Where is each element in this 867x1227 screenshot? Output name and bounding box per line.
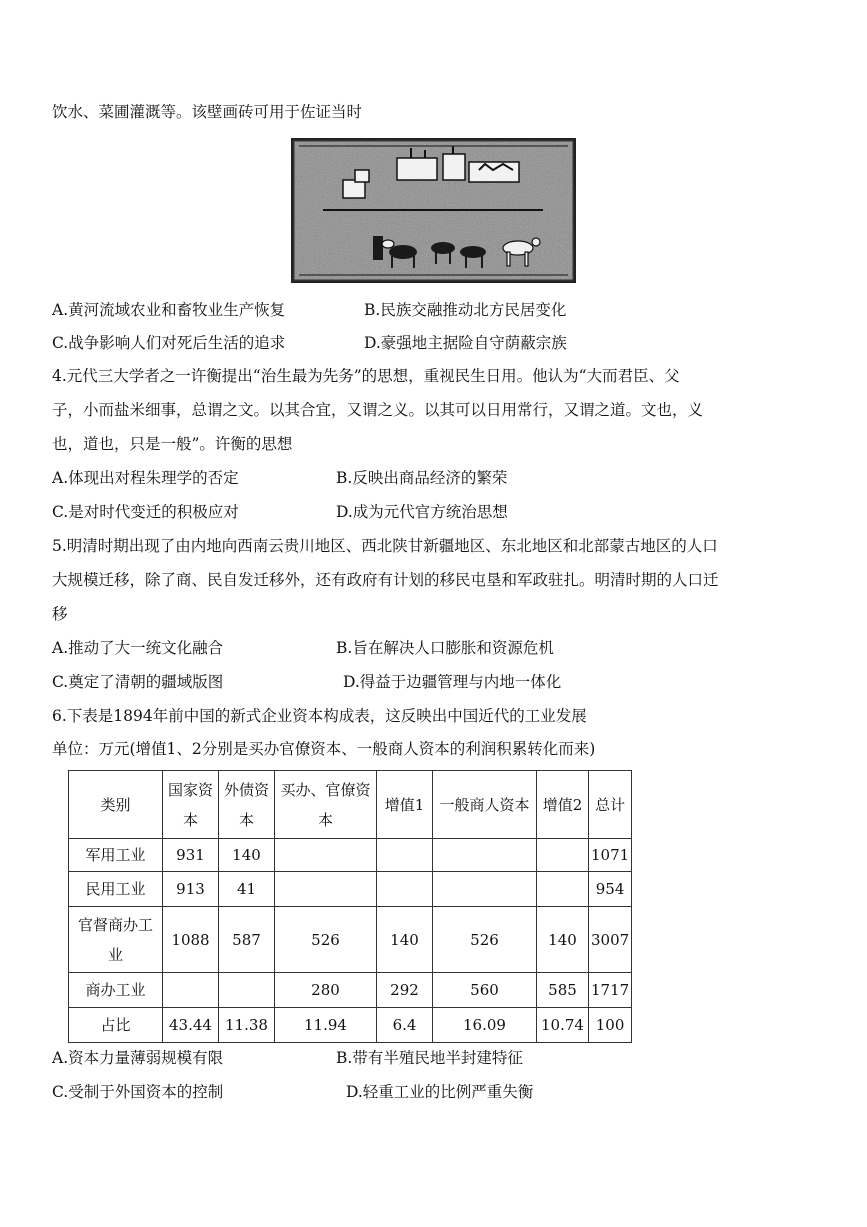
q4-stem-line-3: 也，道也，只是一般”。许衡的思想	[52, 435, 293, 453]
table-header-cell: 国家资本	[163, 771, 219, 839]
table-row	[69, 1008, 632, 1043]
table-cell: 292	[377, 973, 433, 1008]
table-cell: 931	[163, 839, 219, 872]
q4-option-d[interactable]: D.成为元代官方统治思想	[336, 503, 508, 521]
intro-line: 饮水、菜圃灌溉等。该壁画砖可用于佐证当时	[52, 103, 363, 121]
table-cell	[377, 839, 433, 872]
table-cell	[275, 872, 377, 907]
q6-unit-note: 单位：万元(增值1、2分别是买办官僚资本、一般商人资本的利润积累转化而来)	[52, 740, 596, 758]
table-row	[69, 973, 632, 1008]
table-cell	[275, 839, 377, 872]
table-cell: 商办工业	[69, 973, 163, 1008]
table-cell: 140	[537, 907, 589, 973]
table-header-cell: 总计	[589, 771, 632, 839]
table-cell: 587	[219, 907, 275, 973]
q6-option-d[interactable]: D.轻重工业的比例严重失衡	[346, 1083, 534, 1101]
table-cell: 585	[537, 973, 589, 1008]
table-cell: 11.94	[275, 1008, 377, 1043]
table-cell: 526	[433, 907, 537, 973]
q4-stem-line-2: 子，小而盐米细事，总谓之文。以其合宜，又谓之义。以其可以日用常行，又谓之道。文也，义	[52, 401, 704, 419]
table-header-cell: 增值1	[377, 771, 433, 839]
table-cell: 913	[163, 872, 219, 907]
table-cell: 526	[275, 907, 377, 973]
table-cell: 军用工业	[69, 839, 163, 872]
q5-stem-line-2: 大规模迁移，除了商、民自发迁移外，还有政府有计划的移民屯垦和军政驻扎。明清时期的人口迁	[52, 571, 719, 589]
table-header-cell: 类别	[69, 771, 163, 839]
table-row	[69, 839, 632, 872]
q4-option-a[interactable]: A.体现出对程朱理学的否定	[52, 469, 239, 487]
table-cell	[163, 973, 219, 1008]
q5-stem-line-1: 5.明清时期出现了由内地向西南云贵川地区、西北陕甘新疆地区、东北地区和北部蒙古地区的人口	[52, 537, 718, 555]
table-row	[69, 872, 632, 907]
q5-option-d[interactable]: D.得益于边疆管理与内地一体化	[343, 673, 562, 691]
table-cell: 1717	[589, 973, 632, 1008]
table-header-cell: 增值2	[537, 771, 589, 839]
q3-option-d[interactable]: D.豪强地主据险自守荫蔽宗族	[364, 334, 567, 352]
table-cell: 3007	[589, 907, 632, 973]
table-cell: 43.44	[163, 1008, 219, 1043]
table-cell	[537, 839, 589, 872]
table-cell: 10.74	[537, 1008, 589, 1043]
q3-option-a[interactable]: A.黄河流域农业和畜牧业生产恢复	[52, 301, 286, 319]
table-row	[69, 907, 632, 973]
q3-option-c[interactable]: C.战争影响人们对死后生活的追求	[52, 334, 286, 352]
q5-option-a[interactable]: A.推动了大一统文化融合	[52, 639, 224, 657]
table-cell: 民用工业	[69, 872, 163, 907]
q3-option-b[interactable]: B.民族交融推动北方民居变化	[364, 301, 567, 319]
table-cell: 41	[219, 872, 275, 907]
table-cell: 560	[433, 973, 537, 1008]
table-header-cell: 一般商人资本	[433, 771, 537, 839]
table-cell	[433, 839, 537, 872]
q4-stem-line-1: 4.元代三大学者之一许衡提出“治生最为先务”的思想，重视民生日用。他认为“大而君臣、父	[52, 367, 680, 385]
table-cell: 954	[589, 872, 632, 907]
table-cell: 6.4	[377, 1008, 433, 1043]
table-cell	[433, 872, 537, 907]
mural-painting	[293, 140, 574, 281]
table-header-cell: 买办、官僚资本	[275, 771, 377, 839]
q4-option-b[interactable]: B.反映出商品经济的繁荣	[336, 469, 508, 487]
table-cell: 140	[219, 839, 275, 872]
table-cell: 280	[275, 973, 377, 1008]
table-cell: 140	[377, 907, 433, 973]
table-cell: 16.09	[433, 1008, 537, 1043]
q5-stem-line-3: 移	[52, 605, 68, 623]
table-cell: 100	[589, 1008, 632, 1043]
q5-option-b[interactable]: B.旨在解决人口膨胀和资源危机	[336, 639, 554, 657]
table-cell: 1088	[163, 907, 219, 973]
q4-option-c[interactable]: C.是对时代变迁的积极应对	[52, 503, 239, 521]
table-cell: 11.38	[219, 1008, 275, 1043]
q6-stem: 6.下表是1894年前中国的新式企业资本构成表，这反映出中国近代的工业发展	[52, 707, 587, 725]
table-header-row	[69, 771, 632, 839]
q6-option-c[interactable]: C.受制于外国资本的控制	[52, 1083, 224, 1101]
table-cell	[377, 872, 433, 907]
q5-option-c[interactable]: C.奠定了清朝的疆域版图	[52, 673, 224, 691]
table-cell: 占比	[69, 1008, 163, 1043]
table-cell: 官督商办工业	[69, 907, 163, 973]
table-cell: 1071	[589, 839, 632, 872]
table-header-cell: 外债资本	[219, 771, 275, 839]
q6-option-a[interactable]: A.资本力量薄弱规模有限	[52, 1049, 224, 1067]
mural-brick-image	[291, 138, 576, 283]
table-cell	[537, 872, 589, 907]
q6-option-b[interactable]: B.带有半殖民地半封建特征	[336, 1049, 523, 1067]
table-cell	[219, 973, 275, 1008]
capital-table	[68, 770, 632, 1043]
